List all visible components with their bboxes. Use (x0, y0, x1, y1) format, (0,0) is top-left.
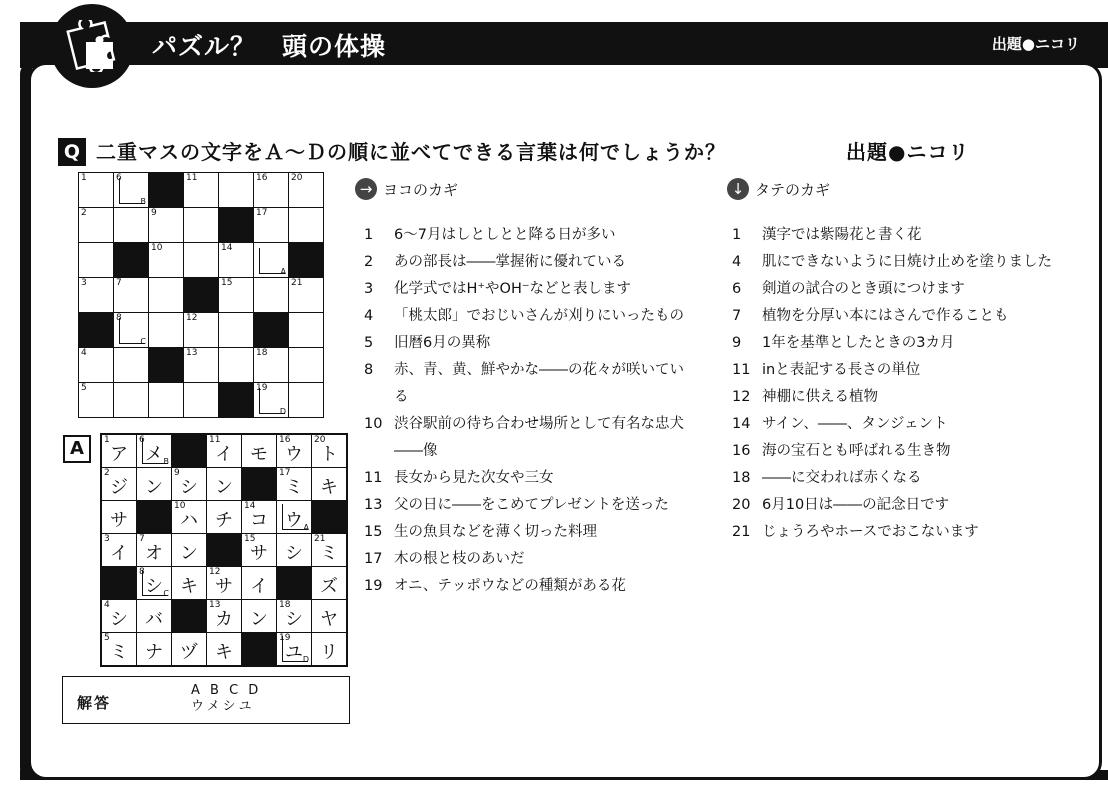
down-clue-list (732, 222, 1068, 546)
clue-item (732, 411, 1068, 438)
grid-cell (114, 383, 149, 418)
cell-number: 19 (256, 383, 268, 393)
clue-item (364, 573, 694, 600)
clue-text: 6月10日は――の記念日です (762, 497, 950, 513)
grid-cell (242, 567, 277, 600)
grid-row (101, 534, 347, 567)
grid-cell (289, 348, 324, 383)
black-cell (242, 633, 277, 667)
double-box-letter: D (302, 655, 309, 664)
clue-number: 9 (732, 335, 742, 351)
clue-text: 6～7月はしとしとと降る日が多い (394, 227, 616, 243)
grid-cell (149, 383, 184, 418)
answer-badge: A (63, 435, 91, 463)
clue-number: 10 (364, 416, 383, 432)
clue-text: じょうろやホースでおこないます (762, 524, 979, 540)
answer-kana: チ (215, 510, 233, 531)
answer-kana: ハ (180, 510, 198, 531)
grid-cell (277, 468, 312, 501)
cell-number: 10 (174, 501, 186, 511)
answer-kana: イ (215, 444, 233, 465)
answer-kana: ト (320, 444, 338, 465)
black-cell (184, 278, 219, 313)
clue-item (732, 276, 1068, 303)
down-heading-label: タテのカギ (755, 180, 831, 199)
double-box-letter: C (163, 589, 169, 598)
grid-cell (149, 278, 184, 313)
answer-kana: シ (285, 609, 303, 630)
cell-number: 5 (104, 633, 110, 643)
clue-text: 肌にできないように日焼け止めを塗りました (762, 254, 1052, 270)
answer-kana: シ (110, 609, 128, 630)
cell-number: 5 (81, 383, 87, 393)
double-cell (254, 243, 289, 278)
grid-cell (254, 208, 289, 243)
clue-item (732, 249, 1068, 276)
answer-kana: ン (250, 609, 268, 630)
double-cell (114, 313, 149, 348)
grid-cell (184, 208, 219, 243)
grid-cell (137, 600, 172, 633)
cell-number: 13 (186, 348, 198, 358)
grid-cell (289, 383, 324, 418)
cell-number: 10 (151, 243, 163, 253)
grid-cell (137, 468, 172, 501)
clue-number: 1 (732, 227, 742, 243)
answer-kana: ナ (145, 642, 163, 663)
answer-kana: ウ (285, 444, 303, 465)
grid-cell (219, 243, 254, 278)
grid-cell (184, 243, 219, 278)
cell-number: 16 (279, 435, 291, 445)
grid-cell (101, 434, 137, 468)
answer-kana: モ (250, 444, 268, 465)
grid-cell (219, 348, 254, 383)
cell-number: 6 (139, 435, 145, 445)
across-heading (355, 178, 458, 200)
black-cell (312, 501, 348, 534)
grid-row (79, 243, 324, 278)
grid-row (101, 434, 347, 468)
grid-cell (242, 600, 277, 633)
across-heading-label: ヨコのカギ (383, 180, 459, 199)
answer-kana: ン (180, 543, 198, 564)
black-cell (172, 434, 207, 468)
grid-cell (137, 534, 172, 567)
clue-number: 4 (732, 254, 742, 270)
grid-cell (312, 434, 348, 468)
grid-cell (277, 600, 312, 633)
clue-number: 17 (364, 551, 383, 567)
grid-cell (277, 534, 312, 567)
grid-cell (219, 313, 254, 348)
cell-number: 2 (104, 468, 110, 478)
clue-text: 漢字では紫陽花と書く花 (762, 227, 922, 243)
grid-cell (312, 534, 348, 567)
grid-row (101, 600, 347, 633)
answer-kana: メ (145, 444, 163, 465)
clue-number: 6 (732, 281, 742, 297)
grid-cell (149, 208, 184, 243)
grid-cell (172, 501, 207, 534)
grid-cell (172, 633, 207, 667)
answer-kana: ン (145, 477, 163, 498)
grid-cell (184, 383, 219, 418)
answer-kana: ジ (110, 477, 128, 498)
double-cell (137, 567, 172, 600)
clue-number: 2 (364, 254, 374, 270)
grid-cell (207, 567, 242, 600)
clue-text: サイン、――、タンジェント (762, 416, 948, 432)
clue-text: 海の宝石とも呼ばれる生き物 (762, 443, 951, 459)
grid-cell (114, 208, 149, 243)
clue-text: 渋谷駅前の待ち合わせ場所として有名な忠犬――像 (394, 416, 684, 459)
black-cell (114, 243, 149, 278)
grid-cell (149, 313, 184, 348)
clue-item (364, 222, 694, 249)
clue-text: 生の魚貝などを薄く切った料理 (394, 524, 597, 540)
cell-number: 7 (139, 534, 145, 544)
clue-number: 11 (364, 470, 383, 486)
puzzle-piece-icon (66, 20, 120, 72)
grid-cell (101, 501, 137, 534)
across-clue-list (364, 222, 694, 600)
cell-number: 17 (279, 468, 291, 478)
clue-number: 13 (364, 497, 383, 513)
clue-number: 15 (364, 524, 383, 540)
clue-number: 20 (732, 497, 751, 513)
cell-number: 15 (221, 278, 233, 288)
double-box-letter: A (303, 523, 309, 532)
grid-row (79, 313, 324, 348)
grid-cell (114, 278, 149, 313)
grid-cell (312, 468, 348, 501)
clue-number: 16 (732, 443, 751, 459)
answer-kana: キ (215, 642, 233, 663)
clue-item (732, 222, 1068, 249)
grid-row (101, 567, 347, 600)
cell-number: 18 (256, 348, 268, 358)
answer-kana: イ (250, 576, 268, 597)
answer-kana: キ (320, 477, 338, 498)
cell-number: 7 (116, 278, 122, 288)
cell-number: 21 (291, 278, 303, 288)
cell-number: 1 (104, 435, 110, 445)
answer-kana: ミ (320, 543, 338, 564)
grid-cell (101, 534, 137, 567)
grid-cell (312, 600, 348, 633)
answer-kana: ウ (285, 510, 303, 531)
black-cell (207, 534, 242, 567)
clue-item (364, 276, 694, 303)
clue-number: 14 (732, 416, 751, 432)
clue-text: オニ、テッポウなどの種類がある花 (394, 578, 626, 594)
grid-cell (79, 208, 114, 243)
black-cell (289, 243, 324, 278)
grid-cell (289, 278, 324, 313)
answer-keys (191, 683, 261, 715)
clue-item (732, 330, 1068, 357)
answer-kana: バ (145, 609, 163, 630)
answer-kana: オ (145, 543, 163, 564)
black-cell (219, 383, 254, 418)
answer-kana: ヅ (180, 642, 198, 663)
clue-text: 赤、青、黄、鮮やかな――の花々が咲いている (394, 362, 684, 405)
clue-item (732, 438, 1068, 465)
cell-number: 6 (116, 173, 122, 183)
cell-number: 8 (139, 567, 145, 577)
cell-number: 2 (81, 208, 87, 218)
double-box-letter: B (140, 197, 146, 206)
cell-number: 4 (81, 348, 87, 358)
grid-cell (254, 278, 289, 313)
grid-cell (242, 534, 277, 567)
double-cell (254, 383, 289, 418)
clue-text: 1年を基準としたときの3カ月 (762, 335, 955, 351)
cell-number: 12 (186, 313, 198, 323)
cell-number: 3 (81, 278, 87, 288)
grid-cell (184, 348, 219, 383)
answer-kana: サ (250, 543, 268, 564)
cell-number: 9 (174, 468, 180, 478)
clue-text: inと表記する長さの単位 (762, 362, 921, 378)
clue-text: 剣道の試合のとき頭につけます (762, 281, 965, 297)
grid-cell (242, 434, 277, 468)
cell-number: 17 (256, 208, 268, 218)
grid-cell (101, 600, 137, 633)
black-cell (149, 173, 184, 208)
answer-kana: カ (215, 609, 233, 630)
grid-cell (207, 633, 242, 667)
grid-cell (79, 173, 114, 208)
clue-text: 木の根と枝のあいだ (394, 551, 525, 567)
clue-text: 長女から見た次女や三女 (394, 470, 554, 486)
double-cell (277, 633, 312, 667)
grid-cell (79, 243, 114, 278)
double-box-letter: C (140, 337, 146, 346)
cell-number: 21 (314, 534, 326, 544)
grid-cell (312, 567, 348, 600)
clue-text: 植物を分厚い本にはさんで作ることも (762, 308, 1009, 324)
clue-item (364, 249, 694, 276)
clue-text: 父の日に――をこめてプレゼントを送った (394, 497, 669, 513)
cell-number: 4 (104, 600, 110, 610)
clue-item (732, 492, 1068, 519)
clue-number: 11 (732, 362, 751, 378)
grid-cell (219, 173, 254, 208)
answer-key-letters: A B C D (191, 683, 262, 698)
header-title: パズル？ 頭の体操 (152, 32, 387, 61)
puzzle-grid (78, 172, 324, 418)
answer-box (62, 676, 350, 724)
answer-kana: サ (215, 576, 233, 597)
clue-item (732, 519, 1068, 546)
grid-cell (207, 434, 242, 468)
cell-number: 20 (314, 435, 326, 445)
cell-number: 11 (186, 173, 198, 183)
answer-grid (100, 433, 348, 667)
grid-cell (207, 501, 242, 534)
grid-cell (114, 348, 149, 383)
clue-item (364, 465, 694, 492)
black-cell (79, 313, 114, 348)
grid-cell (79, 383, 114, 418)
clue-item (364, 357, 694, 411)
answer-kana: ヤ (320, 609, 338, 630)
question-text: 二重マスの文字をＡ～Ｄの順に並べてできる言葉は何でしょうか？ (96, 140, 726, 164)
black-cell (242, 468, 277, 501)
double-cell (114, 173, 149, 208)
double-box-letter: A (280, 267, 286, 276)
clue-item (364, 546, 694, 573)
clue-item (364, 330, 694, 357)
grid-cell (289, 313, 324, 348)
clue-number: 4 (364, 308, 374, 324)
down-heading (727, 178, 830, 200)
clue-text: 旧暦6月の異称 (394, 335, 491, 351)
answer-kana: ミ (285, 477, 303, 498)
cell-number: 8 (116, 313, 122, 323)
clue-number: 18 (732, 470, 751, 486)
grid-cell (172, 468, 207, 501)
clue-text: ――に交われば赤くなる (762, 470, 922, 486)
clue-number: 21 (732, 524, 751, 540)
grid-cell (289, 173, 324, 208)
grid-cell (101, 468, 137, 501)
clue-number: 12 (732, 389, 751, 405)
answer-kana: ミ (110, 642, 128, 663)
clue-number: 1 (364, 227, 374, 243)
grid-cell (312, 633, 348, 667)
clue-text: 神棚に供える植物 (762, 389, 878, 405)
grid-row (101, 501, 347, 534)
cell-number: 13 (209, 600, 221, 610)
clue-item (732, 465, 1068, 492)
grid-cell (219, 278, 254, 313)
grid-cell (207, 600, 242, 633)
black-cell (219, 208, 254, 243)
grid-row (101, 633, 347, 667)
clue-number: 7 (732, 308, 742, 324)
clue-item (364, 519, 694, 546)
header-credit: 出題●ニコリ (991, 35, 1080, 53)
grid-cell (184, 313, 219, 348)
answer-kana: ユ (285, 642, 303, 663)
double-box-letter: B (163, 457, 169, 466)
black-cell (101, 567, 137, 600)
grid-row (79, 383, 324, 418)
answer-kana: シ (145, 576, 163, 597)
answer-kana: サ (110, 510, 128, 531)
cell-number: 3 (104, 534, 110, 544)
grid-row (79, 173, 324, 208)
clue-number: 3 (364, 281, 374, 297)
clue-item (732, 384, 1068, 411)
grid-cell (254, 348, 289, 383)
grid-cell (137, 633, 172, 667)
grid-row (101, 468, 347, 501)
arrow-down-icon: ↓ (727, 178, 749, 200)
answer-kana: ア (110, 444, 128, 465)
cell-number: 1 (81, 173, 87, 183)
answer-label: 解答 (77, 694, 112, 712)
answer-kana: コ (250, 510, 268, 531)
double-box-letter: D (279, 407, 286, 416)
black-cell (137, 501, 172, 534)
cell-number: 12 (209, 567, 221, 577)
cell-number: 15 (244, 534, 256, 544)
grid-cell (277, 434, 312, 468)
clue-text: 「桃太郎」でおじいさんが刈りにいったもの (394, 308, 684, 324)
grid-cell (242, 501, 277, 534)
question-badge: Q (58, 138, 86, 166)
grid-cell (184, 173, 219, 208)
clue-text: あの部長は――掌握術に優れている (394, 254, 626, 270)
grid-cell (101, 633, 137, 667)
black-cell (149, 348, 184, 383)
cell-number: 11 (209, 435, 221, 445)
clue-number: 19 (364, 578, 383, 594)
clue-number: 5 (364, 335, 374, 351)
answer-kana: シ (285, 543, 303, 564)
cell-number: 18 (279, 600, 291, 610)
clue-text: 化学式ではH⁺やOH⁻などと表します (394, 281, 632, 297)
cell-number: 9 (151, 208, 157, 218)
clue-item (364, 411, 694, 465)
grid-row (79, 278, 324, 313)
cell-number: 16 (256, 173, 268, 183)
clue-item (732, 357, 1068, 384)
grid-cell (207, 468, 242, 501)
clue-number: 8 (364, 362, 374, 378)
double-cell (277, 501, 312, 534)
cell-number: 14 (244, 501, 256, 511)
arrow-right-icon: → (355, 178, 377, 200)
black-cell (172, 600, 207, 633)
grid-row (79, 208, 324, 243)
double-cell (137, 434, 172, 468)
answer-kana: キ (180, 576, 198, 597)
answer-kana: ズ (320, 576, 338, 597)
grid-cell (172, 567, 207, 600)
black-cell (254, 313, 289, 348)
grid-cell (79, 348, 114, 383)
answer-kana: イ (110, 543, 128, 564)
grid-cell (172, 534, 207, 567)
clue-item (364, 303, 694, 330)
grid-cell (149, 243, 184, 278)
grid-cell (254, 173, 289, 208)
cell-number: 19 (279, 633, 291, 643)
black-cell (277, 567, 312, 600)
answer-value: ウメシユ (191, 699, 255, 714)
cell-number: 14 (221, 243, 233, 253)
answer-kana: ン (215, 477, 233, 498)
answer-kana: リ (320, 642, 338, 663)
grid-cell (79, 278, 114, 313)
clue-item (364, 492, 694, 519)
cell-number: 20 (291, 173, 303, 183)
grid-row (79, 348, 324, 383)
grid-cell (289, 208, 324, 243)
clue-item (732, 303, 1068, 330)
question-credit: 出題●ニコリ (846, 140, 970, 164)
answer-kana: シ (180, 477, 198, 498)
